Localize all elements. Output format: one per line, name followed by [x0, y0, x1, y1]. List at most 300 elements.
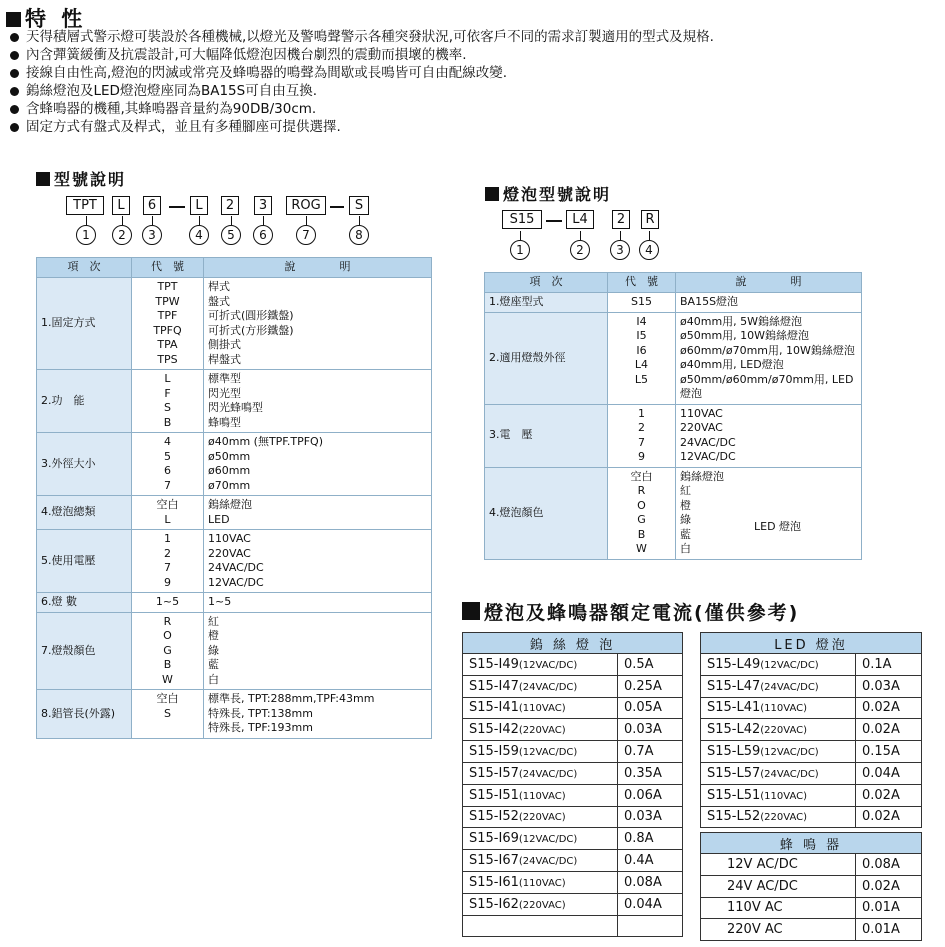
- model-cell: [463, 762, 618, 784]
- code-value: R: [637, 484, 646, 497]
- description-line: 標準長, TPT:288mm,TPF:43mm: [208, 692, 375, 705]
- voltage-label: (110VAC): [518, 877, 566, 889]
- description-line: ø60mm: [208, 464, 251, 477]
- description-line: ø40mm (無TPF.TPFQ): [208, 435, 323, 448]
- code-box: L4: [566, 210, 594, 229]
- description-line: 紅: [208, 614, 219, 628]
- model-cell: [463, 893, 618, 915]
- model-cell: [463, 806, 618, 828]
- code-value: 1~5: [155, 595, 180, 608]
- row-codes: [608, 404, 676, 467]
- current-value: [618, 915, 683, 937]
- description-line: 橙: [208, 629, 219, 642]
- row-codes: [608, 312, 676, 404]
- table-row: [463, 762, 683, 784]
- current-value: 0.08A: [618, 871, 683, 893]
- description-line: 閃光型: [208, 386, 241, 400]
- voltage-label: (110VAC): [760, 790, 808, 802]
- code-value: O: [637, 498, 646, 512]
- code-box: S: [349, 196, 369, 215]
- current-value: 0.8A: [618, 828, 683, 850]
- voltage-label: (110VAC): [518, 790, 566, 802]
- model-cell: [463, 915, 618, 937]
- feature-item: 內含彈簧緩衝及抗震設計,可大幅降低燈泡因機台劇烈的震動而損壞的機率.: [4, 46, 714, 64]
- model-name: S15-L51: [707, 787, 761, 803]
- row-item-label: 3.電 壓: [485, 404, 608, 467]
- voltage-label: (12VAC/DC): [518, 659, 578, 671]
- table-row: [463, 806, 683, 828]
- row-codes: [132, 433, 204, 496]
- voltage-label: (24VAC/DC): [760, 768, 819, 780]
- current-value: 0.03A: [618, 806, 683, 828]
- row-item-label: 7.燈殼顏色: [37, 612, 132, 690]
- table-row: [701, 854, 922, 876]
- model-cell: [701, 919, 856, 941]
- model-name: S15-L52: [707, 809, 761, 825]
- model-name: 220V AC: [727, 922, 783, 938]
- description-line: 側掛式: [208, 338, 241, 351]
- model-name: S15-L57: [707, 765, 761, 781]
- table-row: [463, 675, 683, 697]
- index-circle: 5: [221, 225, 241, 245]
- table-row: [463, 784, 683, 806]
- code-value: 1: [164, 532, 171, 545]
- code-value: 2: [638, 421, 645, 434]
- voltage-label: (110VAC): [760, 703, 808, 715]
- row-description: [676, 293, 862, 313]
- model-name: S15-I61: [469, 874, 519, 890]
- model-title: 型號說明: [36, 167, 126, 190]
- leader-line: [580, 231, 581, 240]
- table-row: [463, 828, 683, 850]
- code-box: S15: [502, 210, 542, 229]
- model-name: S15-I49: [469, 656, 519, 672]
- model-cell: [463, 871, 618, 893]
- description-line: 鎢絲燈泡: [208, 498, 252, 511]
- index-circle: 6: [253, 225, 273, 245]
- code-dash: [330, 206, 344, 208]
- code-value: 6: [164, 464, 171, 477]
- description-line: LED: [208, 512, 230, 526]
- description-line: ø50mm/ø60mm/ø70mm用, LED燈泡: [680, 372, 854, 400]
- row-item-label: 2.功 能: [37, 370, 132, 433]
- table-row: [485, 293, 862, 313]
- model-cell: [463, 654, 618, 676]
- current-value: 0.35A: [618, 762, 683, 784]
- row-codes: [132, 612, 204, 690]
- model-name: S15-I42: [469, 722, 519, 738]
- model-name: S15-I41: [469, 700, 519, 716]
- model-cell: [463, 850, 618, 872]
- code-value: L5: [634, 372, 649, 386]
- col-header: 說 明: [676, 273, 862, 293]
- table-row: [701, 919, 922, 941]
- model-name: S15-I57: [469, 765, 519, 781]
- description-line: 藍: [208, 658, 219, 671]
- row-item-label: 1.燈座型式: [485, 293, 608, 313]
- table-row: [463, 871, 683, 893]
- current-value: 0.05A: [618, 697, 683, 719]
- code-value: F: [164, 386, 171, 400]
- row-item-label: 2.適用燈殼外徑: [485, 312, 608, 404]
- code-box: 6: [143, 196, 161, 215]
- index-circle: 4: [639, 240, 659, 260]
- table-row: [37, 370, 432, 433]
- voltage-label: (24VAC/DC): [518, 856, 578, 868]
- description-line: 綠: [680, 513, 691, 526]
- code-value: 7: [164, 561, 171, 574]
- current-title: 燈泡及蜂鳴器額定電流(僅供參考): [462, 598, 799, 625]
- code-dash: [169, 206, 185, 208]
- col-header: 代 號: [608, 273, 676, 293]
- square-bullet-icon: [36, 172, 50, 186]
- description-line: 橙: [680, 498, 691, 512]
- table-row: [37, 433, 432, 496]
- description-line: 白: [208, 672, 219, 686]
- description-line: 220VAC: [208, 546, 251, 560]
- description-line: 110VAC: [208, 532, 251, 545]
- code-value: 空白: [156, 692, 179, 705]
- model-cell: [701, 654, 856, 676]
- current-value: 0.04A: [618, 893, 683, 915]
- row-codes: [132, 278, 204, 370]
- buzzer-current-table: [700, 832, 922, 941]
- table-row: [463, 741, 683, 763]
- current-value: 0.7A: [618, 741, 683, 763]
- model-cell: [701, 741, 856, 763]
- description-line: ø60mm/ø70mm用, 10W鎢絲燈泡: [680, 343, 855, 357]
- index-circle: 3: [142, 225, 162, 245]
- model-cell: [701, 897, 856, 919]
- current-value: 0.08A: [856, 854, 922, 876]
- model-cell: [463, 675, 618, 697]
- buzzer-header: 蜂 鳴 器: [701, 833, 922, 854]
- description-line: 可折式(圓形鐵盤): [208, 309, 294, 322]
- code-value: 5: [164, 449, 171, 463]
- current-value: 0.15A: [856, 741, 922, 763]
- col-header: 代 號: [132, 258, 204, 278]
- voltage-label: (220VAC): [760, 812, 808, 824]
- leader-line: [620, 231, 621, 240]
- current-value: 0.02A: [856, 784, 922, 806]
- model-cell: [701, 784, 856, 806]
- description-line: ø70mm: [208, 478, 251, 492]
- code-box: 2: [612, 210, 630, 229]
- code-value: W: [162, 672, 173, 686]
- col-header: 項 次: [485, 273, 608, 293]
- leader-line: [649, 231, 650, 240]
- model-cell: [463, 828, 618, 850]
- code-value: S: [164, 401, 171, 414]
- table-row: [37, 530, 432, 593]
- code-value: O: [163, 629, 172, 642]
- model-cell: [701, 697, 856, 719]
- row-codes: [132, 496, 204, 530]
- code-value: 1: [638, 406, 645, 420]
- tungsten-header: 鎢 絲 燈 泡: [463, 633, 683, 654]
- code-value: 空白: [156, 498, 179, 511]
- description-line: 鎢絲燈泡: [680, 469, 724, 483]
- code-dash: [546, 220, 562, 222]
- code-value: TPF: [157, 309, 178, 322]
- table-row: [485, 312, 862, 404]
- code-value: 9: [164, 575, 171, 589]
- description-line: 綠: [208, 643, 219, 657]
- code-value: TPA: [157, 338, 178, 351]
- code-value: L4: [634, 358, 649, 371]
- row-item-label: 3.外徑大小: [37, 433, 132, 496]
- current-value: 0.02A: [856, 875, 922, 897]
- current-value: 0.1A: [856, 654, 922, 676]
- table-row: [37, 612, 432, 690]
- features-title: 特 性: [6, 3, 86, 33]
- code-value: G: [637, 513, 646, 526]
- index-circle: 8: [349, 225, 369, 245]
- row-description: [204, 612, 432, 690]
- table-row: [701, 762, 922, 784]
- model-cell: [463, 719, 618, 741]
- current-value: 0.02A: [856, 719, 922, 741]
- square-bullet-icon: [462, 602, 480, 620]
- table-row: [701, 719, 922, 741]
- code-value: 空白: [630, 469, 653, 483]
- code-box: TPT: [66, 196, 104, 215]
- description-line: 白: [680, 542, 691, 555]
- index-circle: 2: [570, 240, 590, 260]
- model-cell: [701, 854, 856, 876]
- leader-line: [231, 216, 232, 225]
- description-line: ø40mm用, LED燈泡: [680, 358, 784, 371]
- index-circle: 1: [76, 225, 96, 245]
- row-item-label: 4.燈泡總類: [37, 496, 132, 530]
- description-line: 盤式: [208, 294, 230, 308]
- table-row: [701, 784, 922, 806]
- description-line: 12VAC/DC: [680, 450, 736, 463]
- model-name: S15-I62: [469, 896, 519, 912]
- model-cell: [701, 806, 856, 828]
- current-value: 0.01A: [856, 897, 922, 919]
- description-line: 特殊長, TPT:138mm: [208, 706, 313, 720]
- description-line: 桿盤式: [208, 352, 241, 366]
- code-value: TPFQ: [153, 323, 182, 337]
- table-row: [701, 875, 922, 897]
- row-description: [204, 370, 432, 433]
- description-line: 閃光蜂鳴型: [208, 401, 263, 414]
- row-codes: [132, 593, 204, 613]
- current-value: 0.03A: [856, 675, 922, 697]
- description-line: 特殊長, TPF:193mm: [208, 721, 313, 734]
- description-line: BA15S燈泡: [680, 295, 739, 308]
- model-cell: [463, 784, 618, 806]
- feature-item: 固定方式有盤式及桿式，並且有多種腳座可提供選擇.: [4, 118, 714, 136]
- model-cell: [701, 762, 856, 784]
- row-item-label: 8.鋁管長(外露): [37, 690, 132, 739]
- code-value: B: [637, 527, 646, 541]
- table-row: [463, 719, 683, 741]
- voltage-label: (24VAC/DC): [518, 768, 578, 780]
- code-box: 2: [221, 196, 239, 215]
- description-line: 桿式: [208, 280, 230, 293]
- row-codes: [608, 467, 676, 559]
- code-box: ROG: [286, 196, 326, 215]
- square-bullet-icon: [6, 12, 21, 27]
- code-value: TPT: [157, 280, 178, 293]
- table-row: [37, 690, 432, 739]
- current-value: 0.03A: [618, 719, 683, 741]
- voltage-label: (12VAC/DC): [760, 747, 819, 759]
- code-value: TPS: [157, 352, 178, 366]
- row-codes: [132, 530, 204, 593]
- voltage-label: (220VAC): [760, 725, 808, 737]
- features-list: [4, 28, 714, 136]
- table-row: [463, 893, 683, 915]
- table-row: [463, 654, 683, 676]
- description-line: 蜂鳴型: [208, 415, 241, 429]
- code-value: S15: [631, 295, 652, 308]
- model-name: S15-I59: [469, 744, 519, 760]
- row-description: [676, 467, 862, 559]
- row-description: [204, 530, 432, 593]
- current-value: 0.02A: [856, 806, 922, 828]
- voltage-label: (12VAC/DC): [518, 747, 578, 759]
- model-name: S15-L42: [707, 722, 761, 738]
- code-value: L: [164, 512, 171, 526]
- table-row: [37, 496, 432, 530]
- description-line: ø40mm用, 5W鎢絲燈泡: [680, 314, 803, 328]
- model-cell: [463, 741, 618, 763]
- leader-line: [520, 231, 521, 240]
- voltage-label: (12VAC/DC): [760, 659, 819, 671]
- model-name: S15-I67: [469, 853, 519, 869]
- description-line: 紅: [680, 484, 691, 497]
- current-value: 0.01A: [856, 919, 922, 941]
- model-name: S15-I47: [469, 678, 519, 694]
- col-header: 說 明: [204, 258, 432, 278]
- model-cell: [463, 697, 618, 719]
- code-box: L: [190, 196, 208, 215]
- row-description: [204, 278, 432, 370]
- led-header: LED 燈泡: [701, 633, 922, 654]
- led-current-table: [700, 632, 922, 828]
- row-description: [676, 312, 862, 404]
- index-circle: 7: [296, 225, 316, 245]
- model-table: [36, 257, 432, 739]
- row-description: [204, 593, 432, 613]
- code-value: 2: [164, 546, 171, 560]
- description-line: 1~5: [208, 595, 232, 608]
- feature-item: 天得積層式警示燈可裝設於各種機械,以燈光及警鳴聲警示各種突發狀況,可依客戶不同的需求訂製適用的型式及規格.: [4, 28, 714, 46]
- voltage-label: (24VAC/DC): [760, 681, 819, 693]
- description-line: ø50mm: [208, 449, 251, 463]
- model-name: 24V AC/DC: [727, 878, 798, 894]
- row-description: [204, 496, 432, 530]
- model-cell: [701, 875, 856, 897]
- model-cell: [701, 675, 856, 697]
- current-value: 0.4A: [618, 850, 683, 872]
- table-row: [485, 467, 862, 559]
- description-line: 24VAC/DC: [680, 435, 736, 449]
- index-circle: 2: [112, 225, 132, 245]
- row-codes: [132, 370, 204, 433]
- table-row: [485, 404, 862, 467]
- model-name: S15-L41: [707, 700, 761, 716]
- row-item-label: 4.燈泡顏色: [485, 467, 608, 559]
- leader-line: [359, 216, 360, 225]
- row-item-label: 5.使用電壓: [37, 530, 132, 593]
- code-value: I5: [636, 329, 647, 342]
- bulb-title: 燈泡型號說明: [485, 182, 611, 205]
- table-row: [37, 593, 432, 613]
- code-value: TPW: [155, 294, 180, 308]
- index-circle: 1: [510, 240, 530, 260]
- code-value: I4: [636, 314, 647, 328]
- description-line: 220VAC: [680, 421, 723, 434]
- code-box: L: [112, 196, 130, 215]
- model-name: S15-L47: [707, 678, 761, 694]
- current-value: 0.5A: [618, 654, 683, 676]
- feature-item: 含蜂鳴器的機種,其蜂鳴器音量約為90DB/30cm.: [4, 100, 714, 118]
- index-circle: 3: [610, 240, 630, 260]
- code-value: B: [163, 415, 172, 429]
- code-value: W: [636, 542, 647, 555]
- code-value: 7: [638, 435, 645, 449]
- model-name: S15-L59: [707, 744, 761, 760]
- voltage-label: (220VAC): [518, 899, 566, 911]
- table-row: [701, 675, 922, 697]
- voltage-label: (12VAC/DC): [518, 834, 578, 846]
- model-name: 110V AC: [727, 900, 783, 916]
- voltage-label: (110VAC): [518, 703, 566, 715]
- code-value: 7: [164, 478, 171, 492]
- row-codes: [608, 293, 676, 313]
- leader-line: [86, 216, 87, 225]
- table-row: [463, 850, 683, 872]
- table-row: [701, 697, 922, 719]
- description-line: 24VAC/DC: [208, 561, 264, 574]
- row-item-label: 1.固定方式: [37, 278, 132, 370]
- row-description: [676, 404, 862, 467]
- code-value: L: [164, 372, 171, 385]
- model-name: 12V AC/DC: [727, 856, 798, 872]
- leader-line: [199, 216, 200, 225]
- code-value: B: [163, 658, 172, 671]
- bulb-table: [484, 272, 862, 560]
- model-name: S15-I69: [469, 831, 519, 847]
- voltage-label: (24VAC/DC): [518, 681, 578, 693]
- row-item-label: 6.燈 數: [37, 593, 132, 613]
- table-row: [37, 278, 432, 370]
- model-name: S15-L49: [707, 656, 761, 672]
- table-row: [463, 915, 683, 937]
- current-value: 0.04A: [856, 762, 922, 784]
- row-description: [204, 433, 432, 496]
- leader-line: [122, 216, 123, 225]
- description-line: 標準型: [208, 372, 241, 385]
- model-cell: [701, 719, 856, 741]
- model-name: S15-I52: [469, 809, 519, 825]
- table-row: [701, 654, 922, 676]
- table-row: [463, 697, 683, 719]
- current-value: 0.02A: [856, 697, 922, 719]
- leader-line: [152, 216, 153, 225]
- leader-line: [263, 216, 264, 225]
- feature-item: 鎢絲燈泡及LED燈泡燈座同為BA15S可自由互換.: [4, 82, 714, 100]
- code-box: 3: [254, 196, 272, 215]
- voltage-label: (220VAC): [518, 725, 566, 737]
- col-header: 項 次: [37, 258, 132, 278]
- leader-line: [306, 216, 307, 225]
- index-circle: 4: [189, 225, 209, 245]
